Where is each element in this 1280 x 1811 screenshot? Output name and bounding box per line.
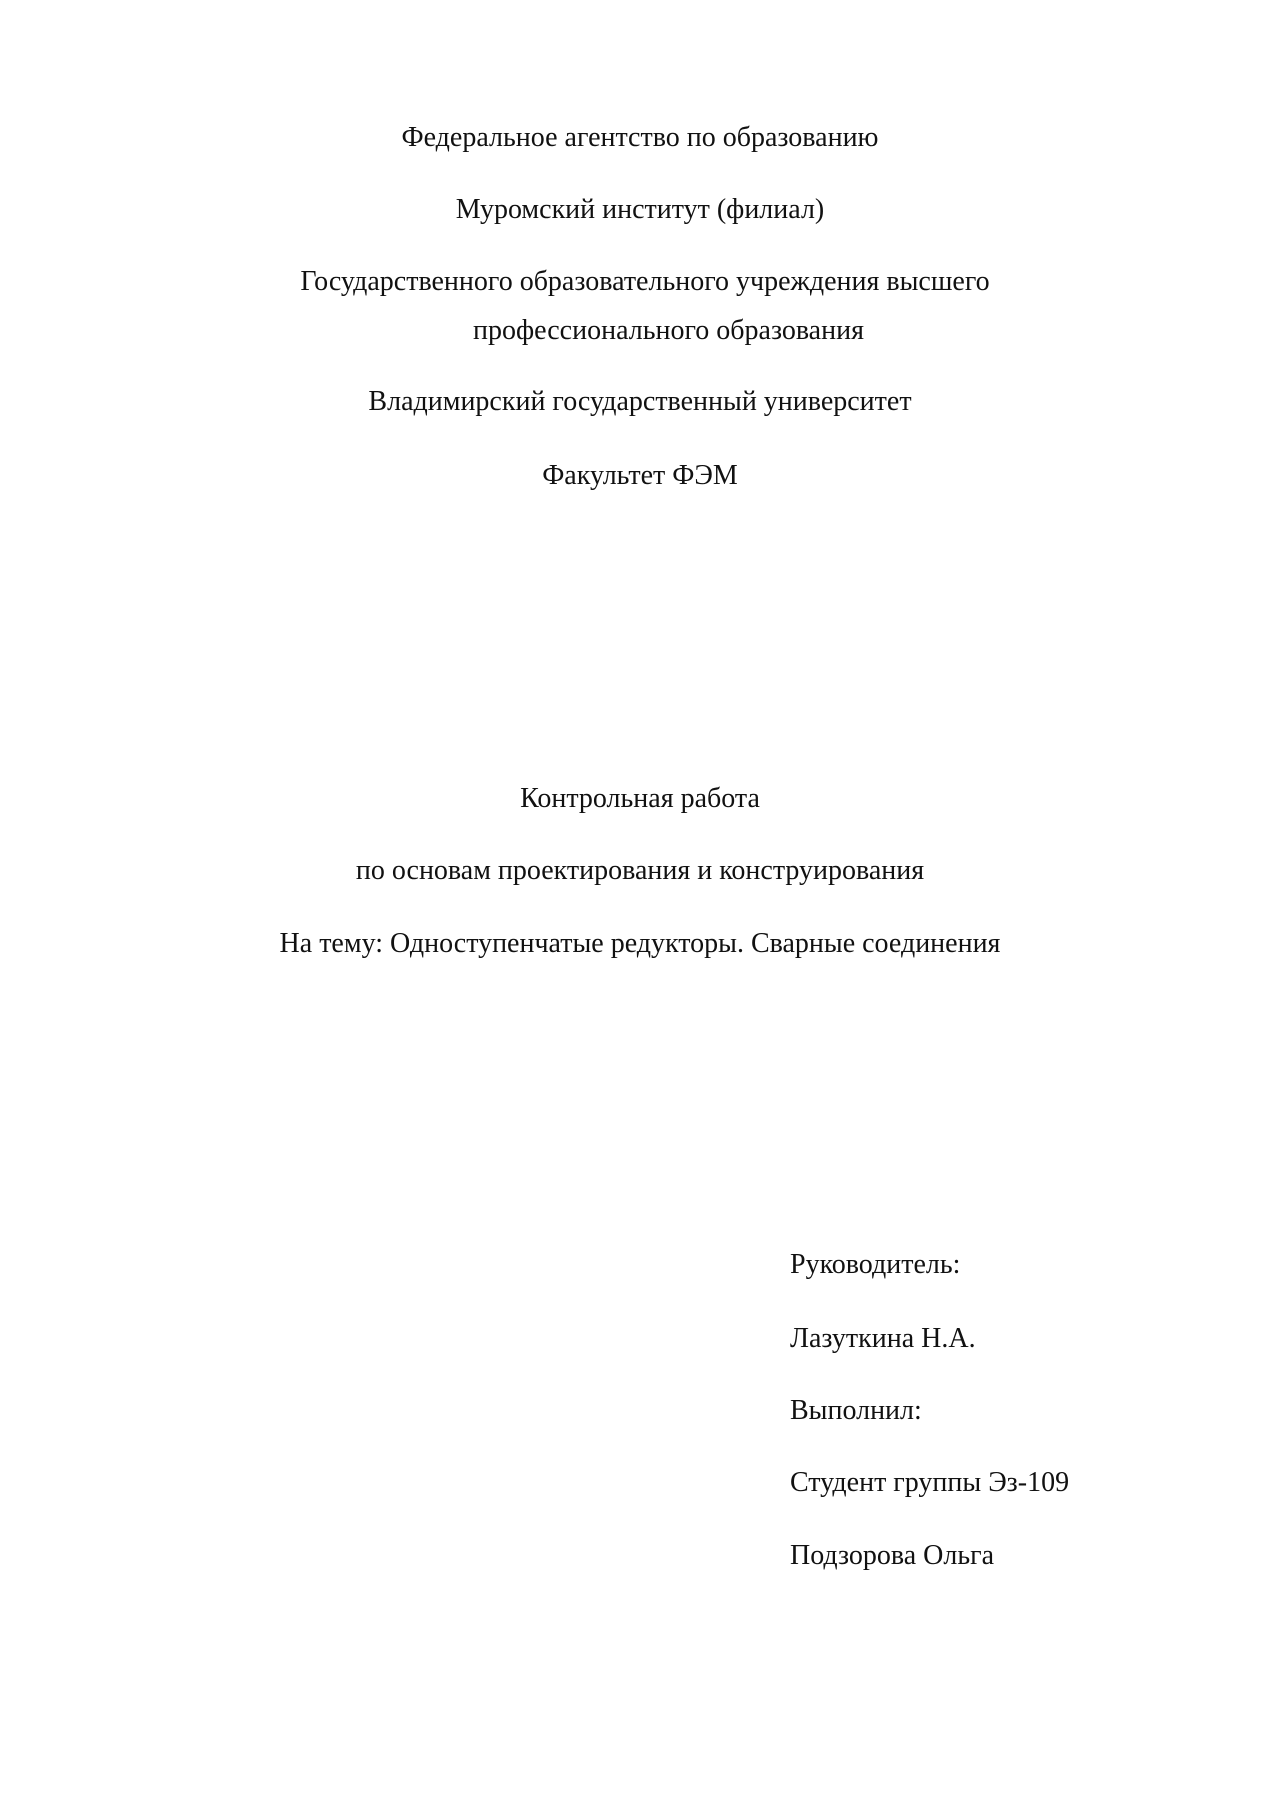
- supervisor-name: Лазуткина Н.А.: [790, 1323, 976, 1354]
- work-subject: по основам проектирования и конструирования: [355, 855, 925, 886]
- faculty-line: Факультет ФЭМ: [542, 460, 738, 491]
- agency-line: Федеральное агентство по образованию: [401, 122, 879, 153]
- performer-name: Подзорова Ольга: [790, 1540, 995, 1571]
- institute-line: Муромский институт (филиал): [455, 194, 825, 225]
- university-line: Владимирский государственный университет: [368, 386, 912, 417]
- work-type: Контрольная работа: [520, 783, 760, 814]
- supervisor-label: Руководитель:: [790, 1249, 961, 1280]
- performer-group: Студент группы Эз-109: [790, 1467, 1070, 1498]
- performer-label: Выполнил:: [790, 1395, 922, 1426]
- institution-line-1: Государственного образовательного учреждения высшего: [300, 266, 990, 297]
- work-topic: На тему: Одноступенчатые редукторы. Сварные соединения: [279, 928, 1001, 959]
- institution-line-2: профессионального образования: [473, 315, 864, 346]
